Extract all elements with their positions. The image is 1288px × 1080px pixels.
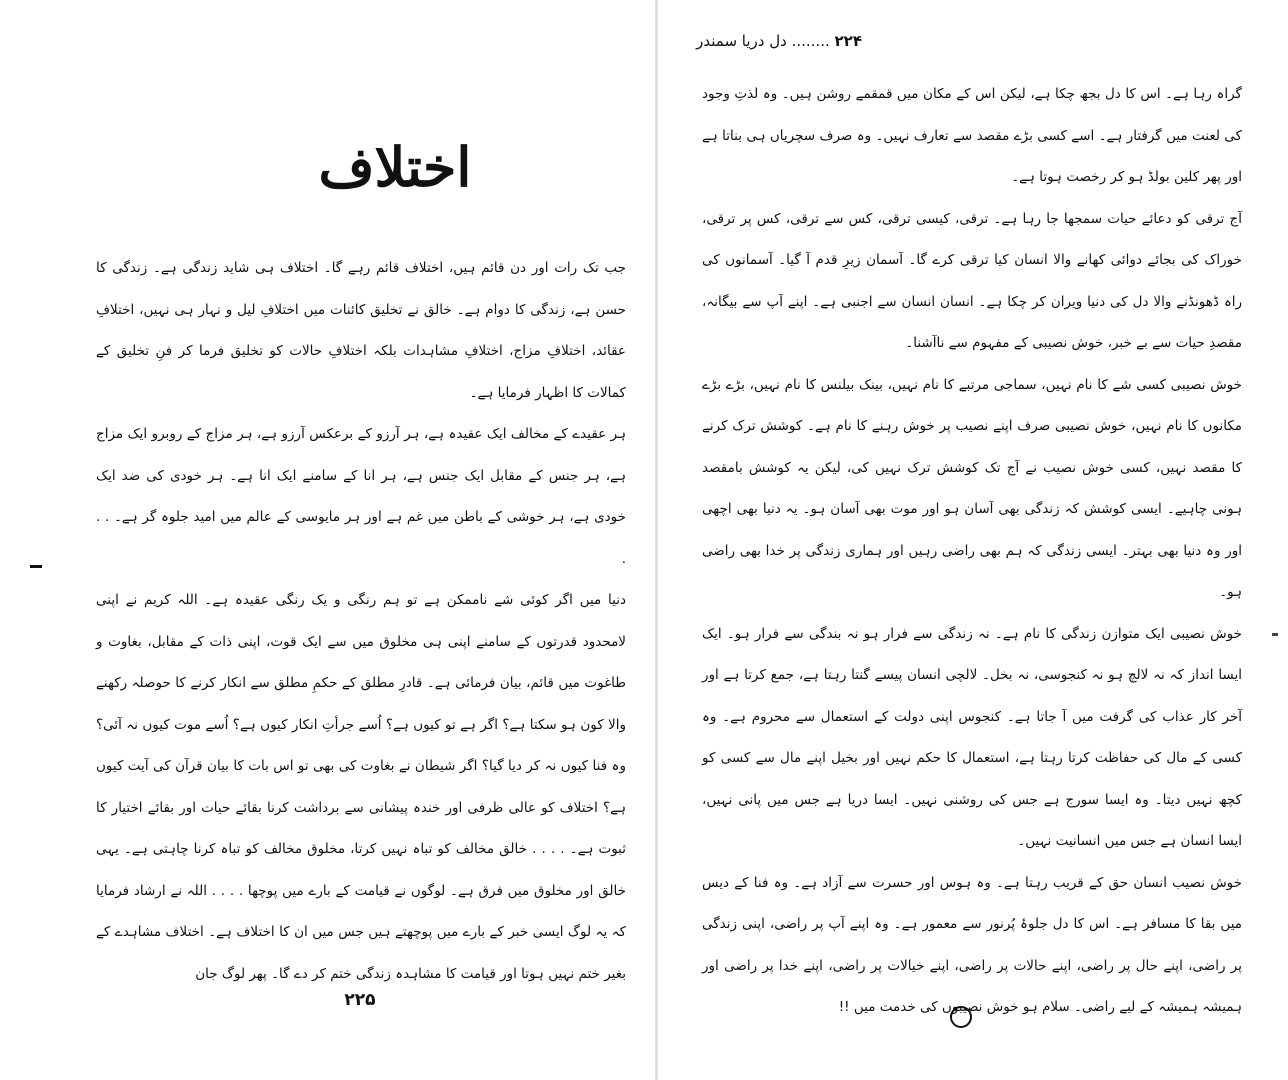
paragraph: خوش نصیب انسان حق کے قریب رہتا ہے۔ وہ ہوس اور حسرت سے آزاد ہے۔ وہ فنا کے دیس میں بقا کا مسافر ہے۔ اس کا دل جلوۂ پُرنور سے معمور ہے۔ وہ اپنے آپ پر راضی، اپنی زندگی پر راضی، اپنے حال پر راضی، اپنے حالات پر راضی، اپنے خیالات پر راضی، اپنے خدا پر راضی اور ہمیشہ ہمیشہ کے لیے راضی۔ سلام ہو خوش نصیبوں کی خدمت میں !!	[702, 874, 1242, 1015]
paragraph: خوش نصیبی ایک متوازن زندگی کا نام ہے۔ نہ زندگی سے فرار ہو نہ بندگی سے فرار ہو۔ ایک ایسا انداز کہ نہ لالچ ہو نہ کنجوسی، نہ بخل۔ لالچی انسان پیسے گنتا رہتا ہے، جمع کرتا ہے اور آخر کار عذاب کی گرفت میں آ جاتا ہے۔ کنجوس اپنی دولت کے استعمال سے محروم ہے۔ وہ کسی کے مال کی حفاظت کرتا رہتا ہے، استعمال کا حکم نہیں اور بخیل اپنے مال سے کسی کو کچھ نہیں دیتا۔ وہ ایسا سورج ہے جس کی روشنی نہیں۔ ایسا دریا ہے جس میں پانی نہیں، ایسا انسان ہے جس میں انسانیت نہیں۔	[702, 625, 1242, 849]
right-page	[660, 0, 1288, 1080]
margin-dash-mark	[30, 565, 42, 568]
end-ornament-circle	[950, 1006, 972, 1028]
chapter-title: اختلاف	[318, 135, 472, 199]
header-dots: ........	[791, 32, 830, 50]
paragraph: ہر عقیدے کے مخالف ایک عقیدہ ہے، ہر آرزو کے برعکس آرزو ہے، ہر مزاج کے روبرو ایک مزاج ہے، ہر جنس کے مقابل ایک جنس ہے، ہر انا کے سامنے ایک انا ہے۔ ہر خودی کی ضد ایک خودی ہے، ہر خوشی کے باطن میں غم ہے اور ہر مایوسی کے عالم میں امید جلوہ گر ہے۔ . . .	[96, 426, 626, 567]
left-page-body	[96, 248, 626, 995]
right-page-body	[702, 74, 1242, 1029]
paragraph: خوش نصیبی کسی شے کا نام نہیں، سماجی مرتبے کا نام نہیں، بینک بیلنس کا نام نہیں، بڑے بڑے مکانوں کا نام نہیں، خوش نصیبی صرف اپنے نصیب پر خوش رہنے کا نام ہے۔ کوشش ترک کرنے کا مقصد نہیں، کسی خوش نصیب نے آج تک کوشش ترک نہیں کی، لیکن یہ کوشش بامقصد ہونی چاہیے۔ ایسی کوشش کہ زندگی بھی آسان ہو اور موت بھی آسان ہو۔ یہ دنیا بھی اچھی اور وہ دنیا بھی بہتر۔ ایسی زندگی کہ ہم بھی راضی رہیں اور ہماری زندگی پر خدا بھی راضی ہو۔	[702, 376, 1242, 600]
paragraph: جب تک رات اور دن قائم ہیں، اختلاف قائم رہے گا۔ اختلاف ہی شاید زندگی ہے۔ زندگی کا حسن ہے، زندگی کا دوام ہے۔ خالق نے تخلیق کائنات میں اختلافِ لیل و نہار ہی نہیں، اختلافِ عقائد، اختلافِ مزاج، اختلافِ مشاہدات بلکہ اختلافِ حالات کو تخلیق فرما کر فنِ تخلیق کے کمالات کا اظہار فرمایا ہے۔	[96, 260, 626, 401]
paragraph: گراہ رہا ہے۔ اس کا دل بجھ چکا ہے، لیکن اس کے مکان میں قمقمے روشن ہیں۔ وہ لذتِ وجود کی لعنت میں گرفتار ہے۔ اسے کسی بڑے مقصد سے تعارف نہیں۔ وہ صرف سچریاں ہی بناتا ہے اور پھر کلین بولڈ ہو کر رخصت ہوتا ہے۔	[702, 86, 1242, 185]
paragraph: دنیا میں اگر کوئی شے ناممکن ہے تو ہم رنگی و یک رنگی عقیدہ ہے۔ اللہ کریم نے اپنی لامحدود قدرتوں کے سامنے اپنی ہی مخلوق میں سے ایک قوت، اپنی ذات کے مقابل، بغاوت و طاغوت میں قائم، بیان فرمائی ہے۔ قادرِ مطلق کے حکمِ مطلق سے انکار کرنے کا حوصلہ رکھنے والا کون ہو سکتا ہے؟ اگر ہے تو کیوں ہے؟ اُسے جرأتِ انکار کیوں ہے؟ اُسے موت کیوں نہ آئی؟ وہ فنا کیوں نہ کر دیا گیا؟ اگر شیطان نے بغاوت کی بھی تو اس بات کا بیان قرآن کی آیت کیوں ہے؟ اختلاف کو عالی ظرفی اور خندہ پیشانی سے برداشت کرنا بقائے حیات اور بقائے اختیار کا ثبوت ہے۔ . . . . خالق مخالف کو تباہ نہیں کرتا، مخلوق مخالف کو تباہ کرنا چاہتی ہے۔ یہی خالق اور مخلوق میں فرق ہے۔ لوگوں نے قیامت کے بارے میں پوچھا . . . . اللہ نے ارشاد فرمایا کہ یہ لوگ ایسی خبر کے بارے میں پوچھتے ہیں جس میں ان کا اختلاف ہے۔ اختلاف مشاہدے کے بغیر ختم نہیں ہوتا اور قیامت کا مشاہدہ زندگی ختم کر دے گا۔ پھر لوگ جان	[96, 592, 626, 982]
paragraph: آج ترقی کو دعائے حیات سمجھا جا رہا ہے۔ ترقی، کیسی ترقی، کس سے ترقی، کس پر ترقی، خوراک کی بجائے دوائی کھانے والا انسان کیا ترقی کرے گا۔ آسمان زیرِ قدم آ گیا۔ آسمانوں کی راہ ڈھونڈنے والا دل کی دنیا ویران کر چکا ہے۔ انسان انسان سے اجنبی ہے۔ اپنے آپ سے بیگانہ، مقصدِ حیات سے بے خبر، خوش نصیبی کے مفہوم سے ناآشنا۔	[702, 210, 1242, 351]
header-book-title: دل دریا سمندر	[696, 32, 787, 50]
header-page-number: ۲۲۴	[834, 32, 862, 50]
page-number: ۲۲۵	[344, 990, 376, 1010]
margin-tick-mark	[1272, 633, 1278, 636]
running-header	[696, 32, 862, 50]
